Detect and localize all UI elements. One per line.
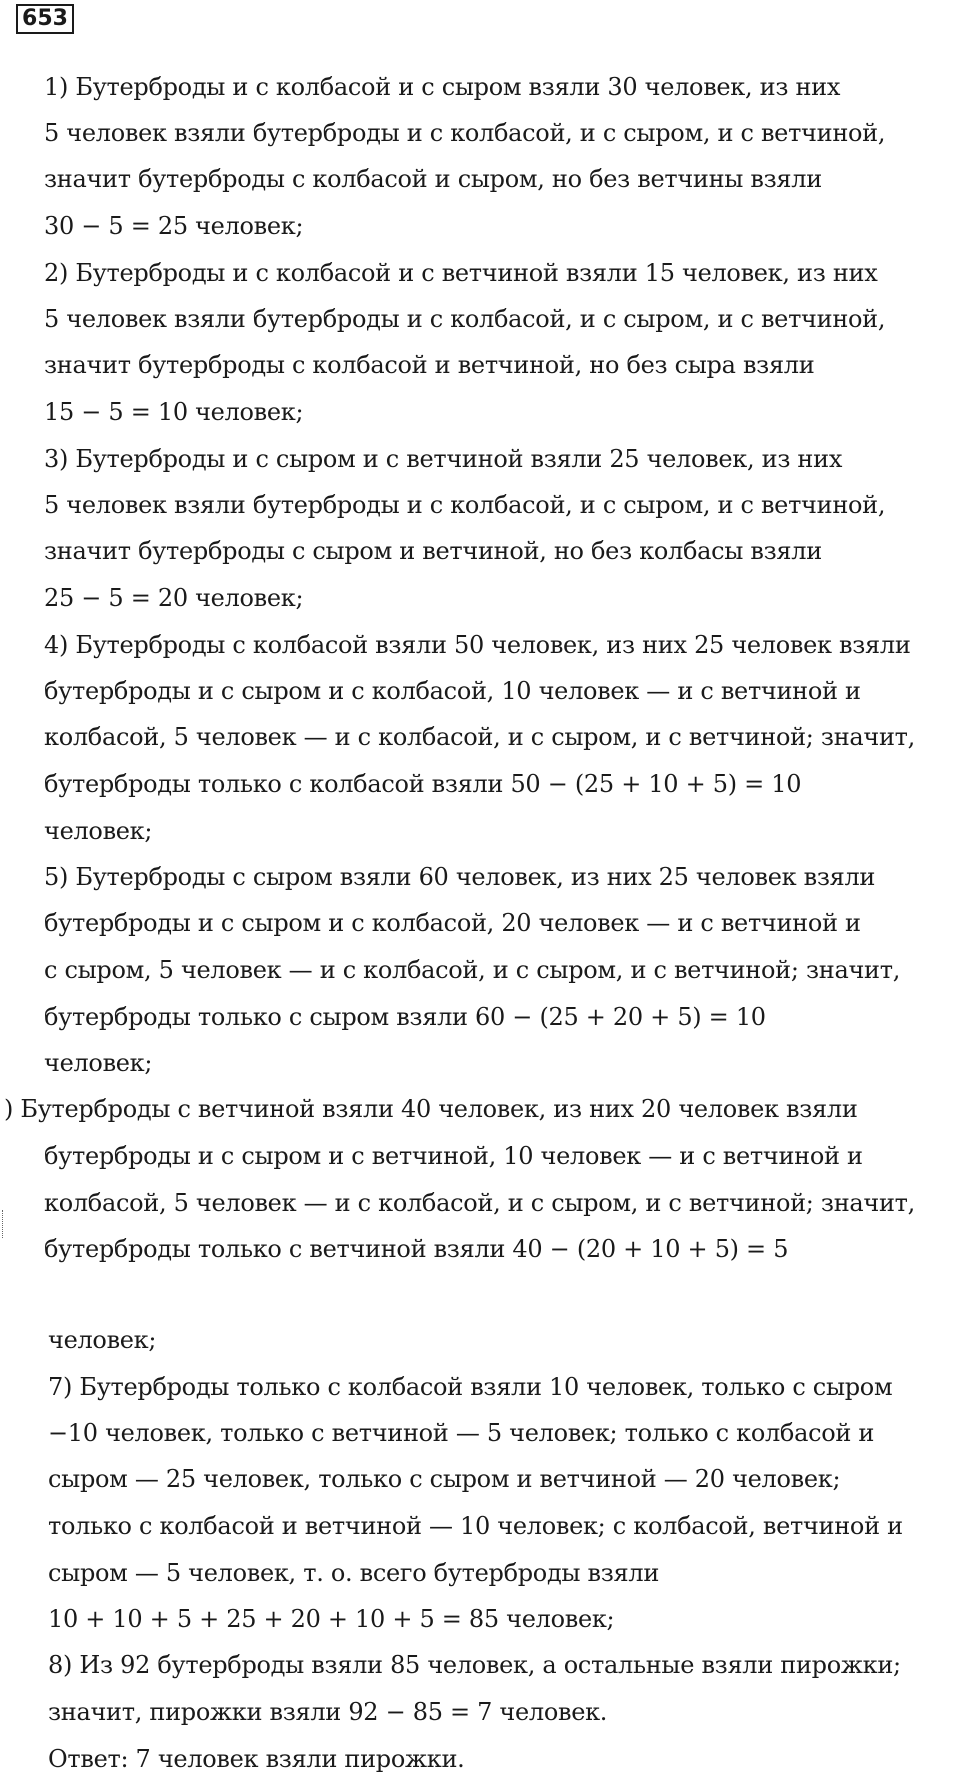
text-line: с сыром, 5 человек — и с колбасой, и с сыром, и с ветчиной; значит, (44, 956, 901, 984)
text-line: человек; (48, 1326, 157, 1354)
text-line: бутерброды и с сыром и с колбасой, 10 человек — и с ветчиной и (44, 677, 861, 705)
text-line: значит бутерброды с сыром и ветчиной, но без колбасы взяли (44, 537, 822, 565)
text-line: только с колбасой и ветчиной — 10 человек; с колбасой, ветчиной и (48, 1512, 903, 1540)
text-line: 5) Бутерброды с сыром взяли 60 человек, из них 25 человек взяли (44, 863, 876, 891)
text-line: 10 + 10 + 5 + 25 + 20 + 10 + 5 = 85 человек; (48, 1605, 615, 1633)
text-line: 25 − 5 = 20 человек; (44, 584, 304, 612)
text-line: значит бутерброды с колбасой и ветчиной, но без сыра взяли (44, 351, 815, 379)
text-line: значит, пирожки взяли 92 − 85 = 7 человек. (48, 1698, 608, 1726)
text-line: значит бутерброды с колбасой и сыром, но без ветчины взяли (44, 165, 822, 193)
text-line: 3) Бутерброды и с сыром и с ветчиной взяли 25 человек, из них (44, 445, 843, 473)
text-line: бутерброды только с колбасой взяли 50 − (25 + 10 + 5) = 10 (44, 770, 802, 798)
problem-number: 653 (16, 4, 74, 34)
text-line: ) Бутерброды с ветчиной взяли 40 человек, из них 20 человек взяли (4, 1095, 858, 1123)
text-line: 2) Бутерброды и с колбасой и с ветчиной взяли 15 человек, из них (44, 259, 878, 287)
text-line: 30 − 5 = 25 человек; (44, 212, 304, 240)
text-line: человек; (44, 1049, 153, 1077)
text-line: сыром — 25 человек, только с сыром и ветчиной — 20 человек; (48, 1465, 841, 1493)
text-line: бутерброды только с сыром взяли 60 − (25 + 20 + 5) = 10 (44, 1003, 766, 1031)
text-line: бутерброды и с сыром и с колбасой, 20 человек — и с ветчиной и (44, 909, 861, 937)
text-line: колбасой, 5 человек — и с колбасой, и с сыром, и с ветчиной; значит, (44, 1189, 915, 1217)
scan-artifact (2, 1210, 5, 1238)
text-line: бутерброды и с сыром и с ветчиной, 10 человек — и с ветчиной и (44, 1142, 863, 1170)
text-line: 5 человек взяли бутерброды и с колбасой, и с сыром, и с ветчиной, (44, 119, 886, 147)
text-line: 1) Бутерброды и с колбасой и с сыром взяли 30 человек, из них (44, 73, 841, 101)
text-line: 8) Из 92 бутерброды взяли 85 человек, а остальные взяли пирожки; (48, 1651, 901, 1679)
text-line: Ответ: 7 человек взяли пирожки. (48, 1745, 465, 1773)
text-line: сыром — 5 человек, т. о. всего бутерброды взяли (48, 1559, 660, 1587)
text-line: человек; (44, 817, 153, 845)
text-line: 7) Бутерброды только с колбасой взяли 10 человек, только с сыром (48, 1373, 893, 1401)
text-line: бутерброды только с ветчиной взяли 40 − (20 + 10 + 5) = 5 (44, 1235, 789, 1263)
text-line: −10 человек, только с ветчиной — 5 человек; только с колбасой и (48, 1419, 875, 1447)
text-line: 5 человек взяли бутерброды и с колбасой, и с сыром, и с ветчиной, (44, 491, 886, 519)
text-line: 15 − 5 = 10 человек; (44, 398, 304, 426)
text-line: 5 человек взяли бутерброды и с колбасой, и с сыром, и с ветчиной, (44, 305, 886, 333)
text-line: 4) Бутерброды с колбасой взяли 50 человек, из них 25 человек взяли (44, 631, 911, 659)
text-line: колбасой, 5 человек — и с колбасой, и с сыром, и с ветчиной; значит, (44, 723, 915, 751)
